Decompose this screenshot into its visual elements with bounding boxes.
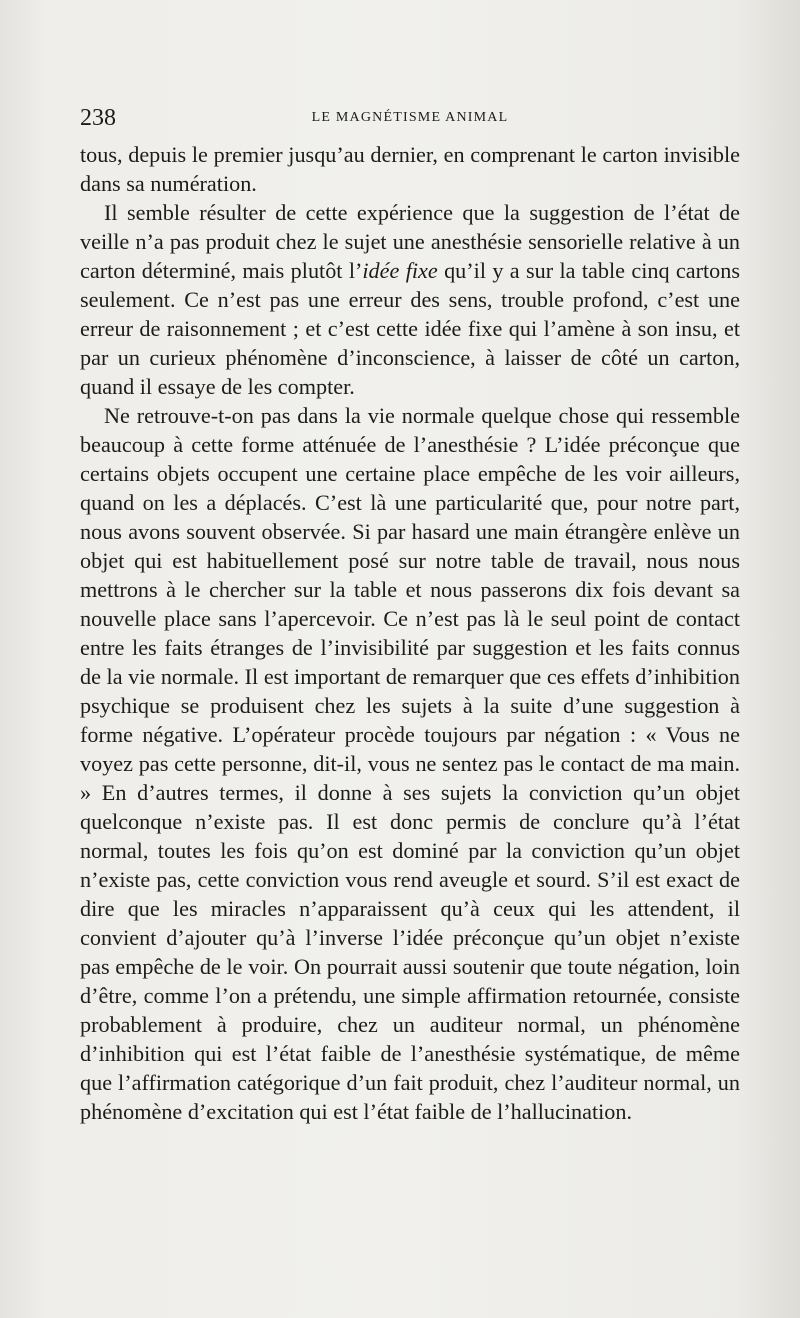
paragraph-1: tous, depuis le premier jusqu’au dernier, en comprenant le carton invisible dans sa numération.	[80, 142, 740, 196]
paragraph-2-text-end: qu’il y a sur la table cinq cartons seulement. Ce n’est pas une erreur des sens, trouble profond, c’est une erreur de raisonnement ; et c’est cette idée fixe qui l’amène à son insu, et par un curieux phénomène d’inconscience, à laisser de côté un carton, quand il essaye de les compter.	[80, 258, 740, 399]
paragraph-2-text-start: Il semble résulter de cette expérience que la suggestion de l’état de veille n’a pas produit chez le sujet une anesthésie sensorielle relative à un carton déterminé, mais plutôt l’	[80, 200, 740, 283]
body-text	[80, 140, 740, 1126]
paragraph-2	[80, 198, 740, 401]
running-title: LE MAGNÉTISME ANIMAL	[311, 110, 509, 125]
page-number: 238	[80, 105, 116, 131]
idee-fixe-emphasis: idée fixe	[362, 258, 438, 283]
paragraph-3: Ne retrouve-t-on pas dans la vie normale quelque chose qui ressemble beaucoup à cette forme atténuée de l’anesthésie ? L’idée préconçue que certains objets occupent une certaine place empêche de les voir ailleurs, quand on les a déplacés. C’est là une particularité que, pour notre part, nous avons souvent observée. Si par hasard une main étrangère enlève un objet qui est habituellement posé sur notre table de travail, nous nous mettrons à le chercher sur la table et nous passerons dix fois devant sa nouvelle place sans l’apercevoir. Ce n’est pas là le seul point de contact entre les faits étranges de l’invisibilité par suggestion et les faits connus de la vie normale. Il est important de remarquer que ces effets d’inhibition psychique se produisent chez les sujets à la suite d’une suggestion à forme négative. L’opérateur procède toujours par négation : « Vous ne voyez pas cette personne, dit-il, vous ne sentez pas le contact de ma main. » En d’autres termes, il donne à ses sujets la conviction qu’un objet quelconque n’existe pas. Il est donc permis de conclure qu’à l’état normal, toutes les fois qu’on est dominé par la conviction qu’un objet n’existe pas, cette conviction vous rend aveugle et sourd. S’il est exact de dire que les miracles n’apparaissent qu’à ceux qui les attendent, il convient d’ajouter qu’à l’inverse l’idée préconçue qu’un objet n’existe pas empêche de le voir. On pourrait aussi soutenir que toute négation, loin d’être, comme l’on a prétendu, une simple affirmation retournée, consiste probablement à produire, chez un auditeur normal, un phénomène d’inhibition qui est l’état faible de l’anesthésie systématique, de même que l’affirmation catégorique d’un fait produit, chez l’auditeur normal, un phénomène d’excitation qui est l’état faible de l’hallucination.	[80, 403, 740, 1124]
page-header	[80, 103, 740, 133]
